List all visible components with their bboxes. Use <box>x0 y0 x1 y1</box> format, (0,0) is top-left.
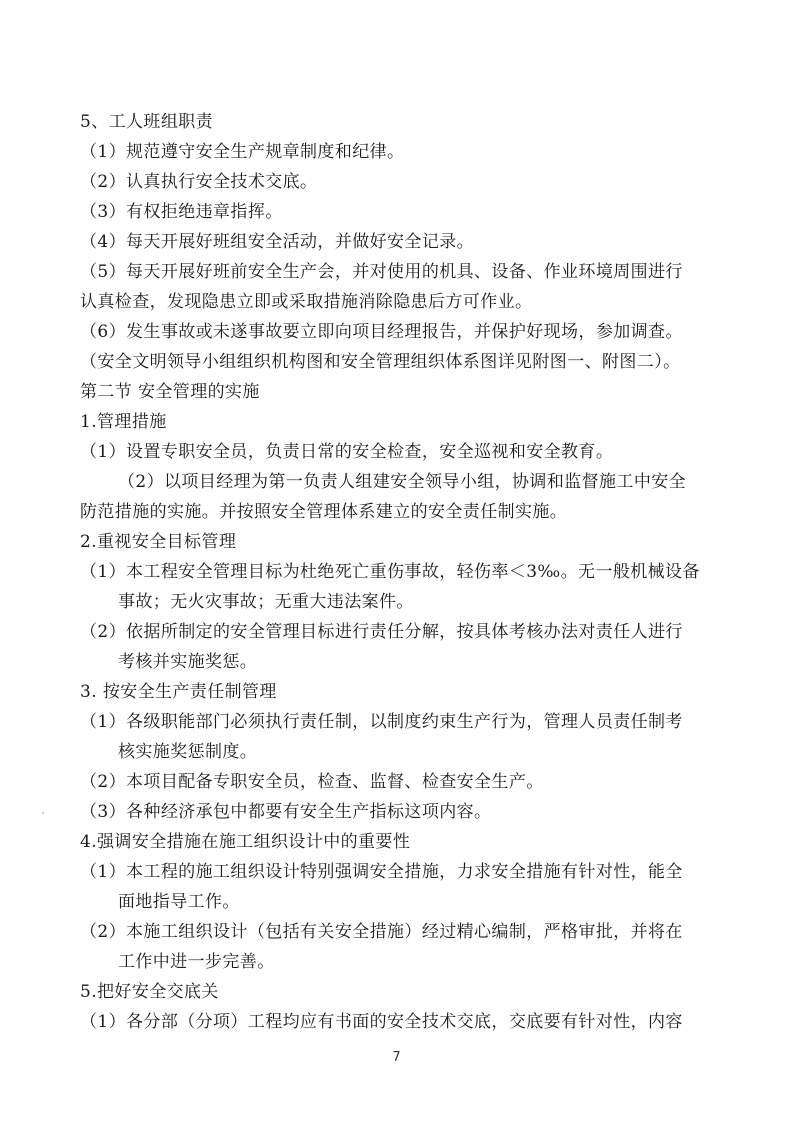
subsection-heading: 4.强调安全措施在施工组织设计中的重要性 <box>80 832 411 852</box>
section-heading: 第二节 安全管理的实施 <box>80 382 260 402</box>
list-item: （1）本工程的施工组织设计特别强调安全措施，力求安全措施有针对性，能全 <box>80 862 683 882</box>
list-item: （1）各级职能部门必须执行责任制，以制度约束生产行为，管理人员责任制考 <box>80 712 683 732</box>
list-item: （3）有权拒绝违章指挥。 <box>80 202 283 222</box>
subsection-heading: 1.管理措施 <box>80 412 167 432</box>
subsection-heading: 5.把好安全交底关 <box>80 982 219 1002</box>
list-item: （2）本施工组织设计（包括有关安全措施）经过精心编制，严格审批，并将在 <box>80 922 683 942</box>
scan-speck <box>42 812 44 814</box>
list-item: （3）各种经济承包中都要有安全生产指标这项内容。 <box>80 802 492 822</box>
section-heading: 5、工人班组职责 <box>80 112 214 132</box>
list-item-continuation: 防范措施的实施。并按照安全管理体系建立的安全责任制实施。 <box>80 502 568 522</box>
subsection-heading: 3. 按安全生产责任制管理 <box>80 682 277 702</box>
list-item-continuation: 考核并实施奖惩。 <box>118 652 258 672</box>
list-item: （1）各分部（分项）工程均应有书面的安全技术交底，交底要有针对性，内容 <box>80 1012 683 1032</box>
list-item: （2）本项目配备专职安全员，检查、监督、检查安全生产。 <box>80 772 544 792</box>
list-item-continuation: 工作中进一步完善。 <box>118 952 275 972</box>
list-item: （2）依据所制定的安全管理目标进行责任分解，按具体考核办法对责任人进行 <box>80 622 683 642</box>
list-item-continuation: 核实施奖惩制度。 <box>118 742 258 762</box>
page-number: 7 <box>392 1050 401 1065</box>
list-item-continuation: 认真检查，发现隐患立即或采取措施消除隐患后方可作业。 <box>80 292 533 312</box>
list-item: （1）规范遵守安全生产规章制度和纪律。 <box>80 142 405 162</box>
list-item: （1）设置专职安全员，负责日常的安全检查，安全巡视和安全教育。 <box>80 442 614 462</box>
note-paragraph: （安全文明领导小组组织机构图和安全管理组织体系图详见附图一、附图二）。 <box>80 352 681 372</box>
list-item: （5）每天开展好班前安全生产会，并对使用的机具、设备、作业环境周围进行 <box>80 262 683 282</box>
list-item: （6）发生事故或未遂事故要立即向项目经理报告，并保护好现场，参加调查。 <box>80 322 683 342</box>
list-item-continuation: 事故；无火灾事故；无重大违法案件。 <box>118 592 414 612</box>
list-item-continuation: 面地指导工作。 <box>118 892 240 912</box>
list-item: （2）认真执行安全技术交底。 <box>80 172 318 192</box>
list-item: （4）每天开展好班组安全活动，并做好安全记录。 <box>80 232 475 252</box>
list-item: （2）以项目经理为第一负责人组建安全领导小组，协调和监督施工中安全 <box>118 472 687 492</box>
subsection-heading: 2.重视安全目标管理 <box>80 532 237 552</box>
list-item: （1）本工程安全管理目标为杜绝死亡重伤事故，轻伤率＜3‰。无一般机械设备 <box>80 562 700 582</box>
